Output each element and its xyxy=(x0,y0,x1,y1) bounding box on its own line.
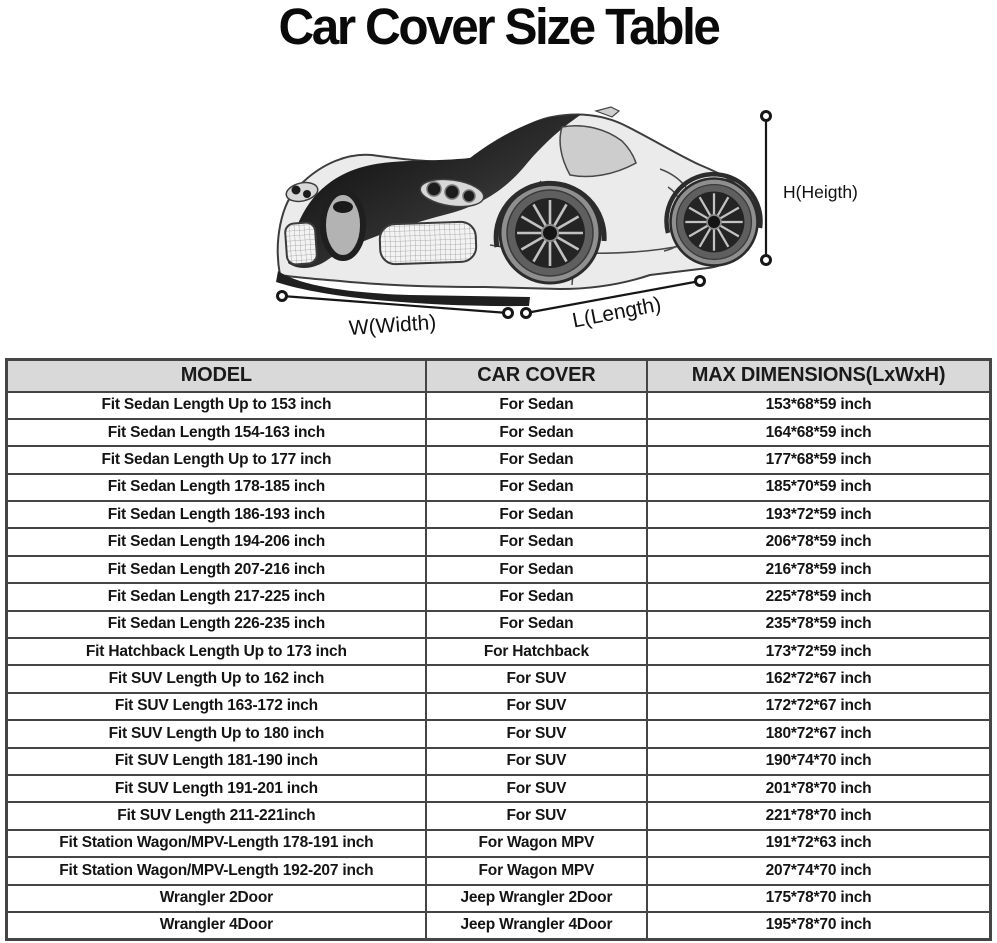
model-cell: Wrangler 4Door xyxy=(7,912,426,939)
table-row xyxy=(7,446,991,473)
table-row xyxy=(7,419,991,446)
car-cover-cell: For Sedan xyxy=(426,583,647,610)
car-cover-cell: For SUV xyxy=(426,720,647,747)
model-cell: Fit Station Wagon/MPV-Length 192-207 inch xyxy=(7,857,426,884)
car-illustration xyxy=(230,95,880,347)
car-cover-cell: For SUV xyxy=(426,693,647,720)
car-dimension-figure xyxy=(230,95,880,347)
max-dimensions-cell: 235*78*59 inch xyxy=(647,611,990,638)
model-cell: Fit Sedan Length 154-163 inch xyxy=(7,419,426,446)
car-cover-cell: For SUV xyxy=(426,665,647,692)
max-dimensions-cell: 172*72*67 inch xyxy=(647,693,990,720)
max-dimensions-cell: 216*78*59 inch xyxy=(647,556,990,583)
table-row xyxy=(7,583,991,610)
model-cell: Fit SUV Length 191-201 inch xyxy=(7,775,426,802)
table-row xyxy=(7,665,991,692)
model-cell: Fit Sedan Length Up to 153 inch xyxy=(7,392,426,419)
car-cover-cell: For SUV xyxy=(426,802,647,829)
car-cover-cell: For Sedan xyxy=(426,501,647,528)
max-dimensions-cell: 190*74*70 inch xyxy=(647,748,990,775)
side-intake-mesh xyxy=(285,222,318,265)
max-dimensions-cell: 180*72*67 inch xyxy=(647,720,990,747)
table-row xyxy=(7,912,991,939)
car-cover-cell: Jeep Wrangler 4Door xyxy=(426,912,647,939)
max-dimensions-cell: 225*78*59 inch xyxy=(647,583,990,610)
car-cover-cell: For Sedan xyxy=(426,419,647,446)
model-cell: Fit SUV Length 181-190 inch xyxy=(7,748,426,775)
width-label: W(Width) xyxy=(348,310,437,341)
column-header-model: MODEL xyxy=(7,360,426,392)
model-cell: Fit Sedan Length 178-185 inch xyxy=(7,474,426,501)
model-cell: Fit SUV Length Up to 180 inch xyxy=(7,720,426,747)
max-dimensions-cell: 173*72*59 inch xyxy=(647,638,990,665)
table-row xyxy=(7,857,991,884)
max-dimensions-cell: 185*70*59 inch xyxy=(647,474,990,501)
table-row xyxy=(7,501,991,528)
table-row xyxy=(7,720,991,747)
model-cell: Fit Sedan Length 217-225 inch xyxy=(7,583,426,610)
car-cover-cell: For Hatchback xyxy=(426,638,647,665)
model-cell: Fit Sedan Length 186-193 inch xyxy=(7,501,426,528)
table-row xyxy=(7,775,991,802)
table-header-row xyxy=(7,360,991,392)
table-row xyxy=(7,748,991,775)
side-mirror xyxy=(596,107,619,117)
model-cell: Fit Sedan Length 194-206 inch xyxy=(7,528,426,555)
car-cover-cell: For Wagon MPV xyxy=(426,830,647,857)
max-dimensions-cell: 177*68*59 inch xyxy=(647,446,990,473)
max-dimensions-cell: 175*78*70 inch xyxy=(647,885,990,912)
model-cell: Fit Sedan Length 207-216 inch xyxy=(7,556,426,583)
max-dimensions-cell: 191*72*63 inch xyxy=(647,830,990,857)
table-row xyxy=(7,611,991,638)
car-cover-cell: For Sedan xyxy=(426,556,647,583)
table-row xyxy=(7,638,991,665)
car-cover-cell: For Wagon MPV xyxy=(426,857,647,884)
max-dimensions-cell: 193*72*59 inch xyxy=(647,501,990,528)
max-dimensions-cell: 164*68*59 inch xyxy=(647,419,990,446)
rear-wheel xyxy=(671,179,758,266)
car-cover-cell: For Sedan xyxy=(426,528,647,555)
model-cell: Fit Sedan Length 226-235 inch xyxy=(7,611,426,638)
max-dimensions-cell: 221*78*70 inch xyxy=(647,802,990,829)
model-cell: Fit SUV Length 163-172 inch xyxy=(7,693,426,720)
badge xyxy=(333,201,353,213)
car-cover-cell: Jeep Wrangler 2Door xyxy=(426,885,647,912)
table-row xyxy=(7,392,991,419)
table-row xyxy=(7,830,991,857)
car-cover-cell: For SUV xyxy=(426,748,647,775)
column-header-car-cover: CAR COVER xyxy=(426,360,647,392)
model-cell: Fit Hatchback Length Up to 173 inch xyxy=(7,638,426,665)
max-dimensions-cell: 162*72*67 inch xyxy=(647,665,990,692)
table-row xyxy=(7,885,991,912)
car-cover-cell: For Sedan xyxy=(426,474,647,501)
car-cover-cell: For Sedan xyxy=(426,611,647,638)
max-dimensions-cell: 195*78*70 inch xyxy=(647,912,990,939)
max-dimensions-cell: 201*78*70 inch xyxy=(647,775,990,802)
height-label: H(Heigth) xyxy=(783,182,858,202)
size-table xyxy=(5,358,992,941)
max-dimensions-cell: 153*68*59 inch xyxy=(647,392,990,419)
length-label: L(Length) xyxy=(570,292,664,333)
table-row xyxy=(7,474,991,501)
model-cell: Fit SUV Length Up to 162 inch xyxy=(7,665,426,692)
table-row xyxy=(7,693,991,720)
table-row xyxy=(7,802,991,829)
model-cell: Fit SUV Length 211-221inch xyxy=(7,802,426,829)
car-cover-cell: For SUV xyxy=(426,775,647,802)
car-cover-cell: For Sedan xyxy=(426,446,647,473)
max-dimensions-cell: 206*78*59 inch xyxy=(647,528,990,555)
model-cell: Fit Station Wagon/MPV-Length 178-191 inch xyxy=(7,830,426,857)
table-row xyxy=(7,528,991,555)
model-cell: Fit Sedan Length Up to 177 inch xyxy=(7,446,426,473)
table-row xyxy=(7,556,991,583)
page-title: Car Cover Size Table xyxy=(278,0,719,55)
model-cell: Wrangler 2Door xyxy=(7,885,426,912)
car-cover-cell: For Sedan xyxy=(426,392,647,419)
max-dimensions-cell: 207*74*70 inch xyxy=(647,857,990,884)
center-intake-mesh xyxy=(379,221,476,264)
column-header-max-dimensions: MAX DIMENSIONS(LxWxH) xyxy=(647,360,990,392)
